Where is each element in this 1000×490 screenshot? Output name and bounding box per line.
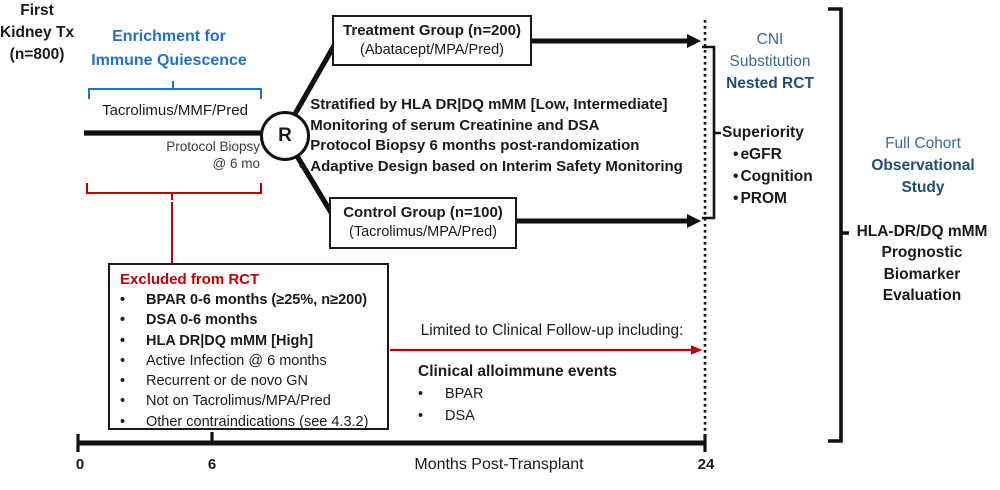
excluded-item (120, 412, 387, 432)
randomization-symbol: R (278, 125, 292, 146)
rct-feature-item: • Adaptive Design based on Interim Safety Monitoring (299, 157, 699, 178)
excluded-item (120, 391, 387, 411)
excluded-item-text: Not on Tacrolimus/MPA/Pred (146, 393, 331, 410)
randomization-node (260, 111, 310, 161)
enrichment-title (62, 25, 276, 73)
nested-rct-title-line: Nested RCT (726, 75, 814, 92)
timeline-tick-label-0: 0 (75, 456, 85, 473)
evaluation-line: Evaluation (882, 286, 962, 304)
excluded-item-text: Other contraindications (see 4.3.2) (146, 413, 369, 430)
nested-rct-title-line: Substitution (729, 53, 811, 70)
outcome-item: • eGFR (722, 144, 832, 166)
biopsy-note-line: Protocol Biopsy (166, 139, 260, 154)
clinical-events-heading: Clinical alloimmune events (418, 363, 617, 380)
control-group-regimen: (Tacrolimus/MPA/Pred) (349, 224, 497, 240)
observational-title-line: Study (901, 179, 945, 196)
nested-rct-title-line: CNI (756, 31, 784, 48)
cohort-line: Kidney Tx (0, 24, 75, 41)
timeline-axis-title: Months Post-Transplant (414, 456, 584, 473)
clinical-events-block (418, 361, 658, 427)
timeline-ticks (78, 432, 705, 452)
bullet-icon (120, 412, 146, 432)
excluded-item-text: Recurrent or de novo GN (146, 373, 308, 390)
nested-rct-title (718, 29, 822, 95)
observational-study-title (851, 133, 995, 199)
protocol-biopsy-note (116, 138, 260, 172)
exclusion-connector-line (171, 202, 173, 263)
bullet-icon (120, 391, 146, 411)
bullet-icon (418, 383, 445, 405)
clinical-event-text: DSA (445, 408, 475, 424)
exclusion-brace (86, 183, 262, 194)
timeline-tick-label-24: 24 (697, 456, 715, 473)
outcome-item: • PROM (722, 188, 832, 210)
excluded-item (120, 310, 387, 330)
superiority-heading: Superiority (722, 124, 804, 141)
excluded-from-rct-box (108, 263, 389, 430)
control-group-title: Control Group (n=100) (343, 204, 503, 221)
excluded-item-text: DSA 0-6 months (146, 312, 258, 329)
cohort-line: First (20, 2, 54, 19)
rct-feature-item: • Monitoring of serum Creatinine and DSA (299, 116, 699, 137)
clinical-event-item (418, 405, 658, 427)
observational-title-line: Full Cohort (885, 135, 961, 152)
excluded-title: Excluded from RCT (120, 271, 260, 288)
limited-followup-label: Limited to Clinical Follow-up including: (420, 322, 684, 339)
treatment-group-title: Treatment Group (n=200) (343, 22, 521, 39)
excluded-item (120, 331, 387, 351)
outcome-item: • Cognition (722, 166, 832, 188)
bullet-icon (120, 351, 146, 371)
bullet-icon (120, 290, 146, 310)
rct-design-features-list (299, 95, 699, 177)
timeline-tick-label-6: 6 (207, 456, 217, 473)
treatment-group-regimen: (Abatacept/MPA/Pred) (360, 42, 504, 58)
biomarker-evaluation-label (846, 221, 998, 306)
evaluation-line: HLA-DR/DQ mMM (856, 223, 988, 240)
excluded-item (120, 290, 387, 310)
control-group-box (329, 197, 517, 249)
treatment-group-box (332, 15, 532, 66)
superiority-outcomes (722, 122, 832, 210)
enrichment-brace (88, 88, 262, 99)
bullet-icon (120, 310, 146, 330)
enrichment-title-line: Enrichment for (112, 28, 226, 45)
bullet-icon (120, 331, 146, 351)
cohort-line: (n=800) (9, 46, 65, 63)
rct-feature-item: • Protocol Biopsy 6 months post-randomization (299, 136, 699, 157)
excluded-item-text: BPAR 0-6 months (≥25%, n≥200) (146, 292, 368, 308)
enrichment-regimen: Tacrolimus/MMF/Pred (102, 102, 248, 119)
enrichment-title-line: Immune Quiescence (91, 52, 247, 69)
evaluation-line: Prognostic (881, 244, 963, 262)
exclusion-brace-tick (171, 192, 173, 200)
bullet-icon (120, 371, 146, 391)
excluded-item-text: HLA DR|DQ mMM [High] (146, 332, 314, 349)
rct-feature-item: • Stratified by HLA DR|DQ mMM [Low, Intermediate] (299, 95, 699, 116)
excluded-item (120, 371, 387, 391)
clinical-event-text: BPAR (445, 386, 484, 402)
clinical-event-item (418, 383, 658, 405)
observational-title-line: Observational (871, 157, 975, 174)
evaluation-line: Biomarker (883, 265, 961, 283)
excluded-item (120, 351, 387, 371)
excluded-item-text: Active Infection @ 6 months (146, 352, 327, 369)
biopsy-note-line: @ 6 mo (212, 156, 260, 171)
bullet-icon (418, 405, 445, 427)
